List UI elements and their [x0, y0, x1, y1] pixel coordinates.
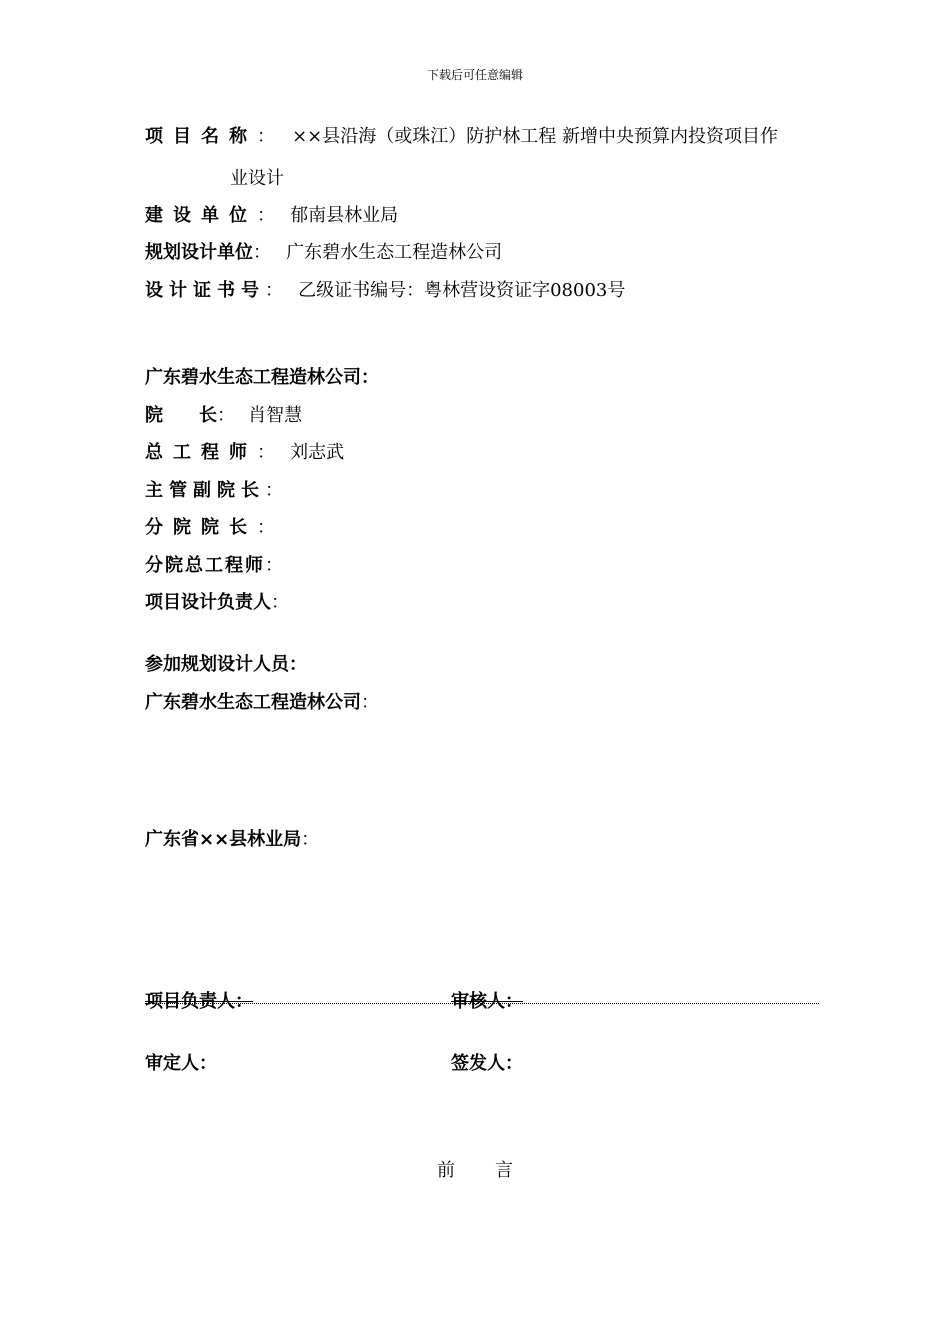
planner-value: 广东碧水生态工程造林公司: [286, 242, 503, 263]
chief-engineer-row: 总工程师： 刘志武: [145, 440, 344, 466]
branch-dean-label: 分院院长: [145, 517, 257, 538]
planner-row: 规划设计单位： 广东碧水生态工程造林公司: [145, 240, 502, 266]
chief-engineer-value: 刘志武: [290, 442, 345, 463]
sig-approver-label: 审定人：: [145, 1053, 217, 1074]
sig-project-lead-label: 项目负责人：: [145, 991, 253, 1012]
sig-reviewer-label: 审核人：: [451, 991, 523, 1012]
dean-row: 院 长： 肖智慧: [145, 403, 302, 429]
section-title: 前言: [437, 1160, 553, 1181]
dean-label: 院 长: [145, 405, 217, 426]
chief-engineer-label: 总工程师: [145, 442, 257, 463]
project-lead-label: 项目设计负责人: [145, 592, 271, 613]
company-heading-text: 广东碧水生态工程造林公司：: [145, 367, 379, 388]
planner-label: 规划设计单位: [145, 242, 253, 263]
dean-value: 肖智慧: [248, 405, 303, 426]
sig-reviewer: [451, 989, 523, 1015]
builder-label: 建设单位: [145, 205, 257, 226]
participants-heading: [145, 652, 307, 678]
sig-issuer-label: 签发人：: [451, 1053, 523, 1074]
participants-heading-text: 参加规划设计人员：: [145, 654, 307, 675]
cert-value: 乙级证书编号：粤林营设资证字08003号: [298, 280, 626, 301]
sig-project-lead: [145, 989, 253, 1015]
participants-company-row: 广东碧水生态工程造林公司：: [145, 690, 379, 716]
participants-bureau-label: 广东省××县林业局: [145, 829, 302, 850]
participants-company-label: 广东碧水生态工程造林公司: [145, 692, 361, 713]
cert-label: 设计证书号: [145, 280, 265, 301]
participants-bureau-row: 广东省××县林业局：: [145, 827, 319, 853]
project-lead-row: 项目设计负责人：: [145, 590, 289, 616]
project-name-value-cont: [230, 166, 284, 192]
branch-dean-row: 分院院长：: [145, 515, 275, 541]
company-heading: [145, 365, 379, 391]
builder-value: 郁南县林业局: [290, 205, 399, 226]
vice-dean-label: 主管副院长: [145, 480, 265, 501]
project-name-value-line2: 业设计: [230, 168, 284, 189]
sig-approver: [145, 1051, 217, 1077]
branch-chief-engineer-label: 分院总工程师: [145, 555, 265, 576]
header-note: 下载后可任意编辑: [426, 68, 523, 82]
vice-dean-row: 主管副院长：: [145, 478, 283, 504]
branch-chief-engineer-row: 分院总工程师：: [145, 553, 283, 579]
cert-row: 设计证书号： 乙级证书编号：粤林营设资证字08003号: [145, 278, 625, 304]
project-name-row: 项目名称： ××县沿海（或珠江）防护林工程 新增中央预算内投资项目作: [145, 124, 778, 150]
builder-row: 建设单位： 郁南县林业局: [145, 203, 398, 229]
sig-issuer: [451, 1051, 523, 1077]
project-name-value: ××县沿海（或珠江）防护林工程 新增中央预算内投资项目作: [292, 126, 778, 147]
project-name-label: 项目名称: [145, 126, 257, 147]
